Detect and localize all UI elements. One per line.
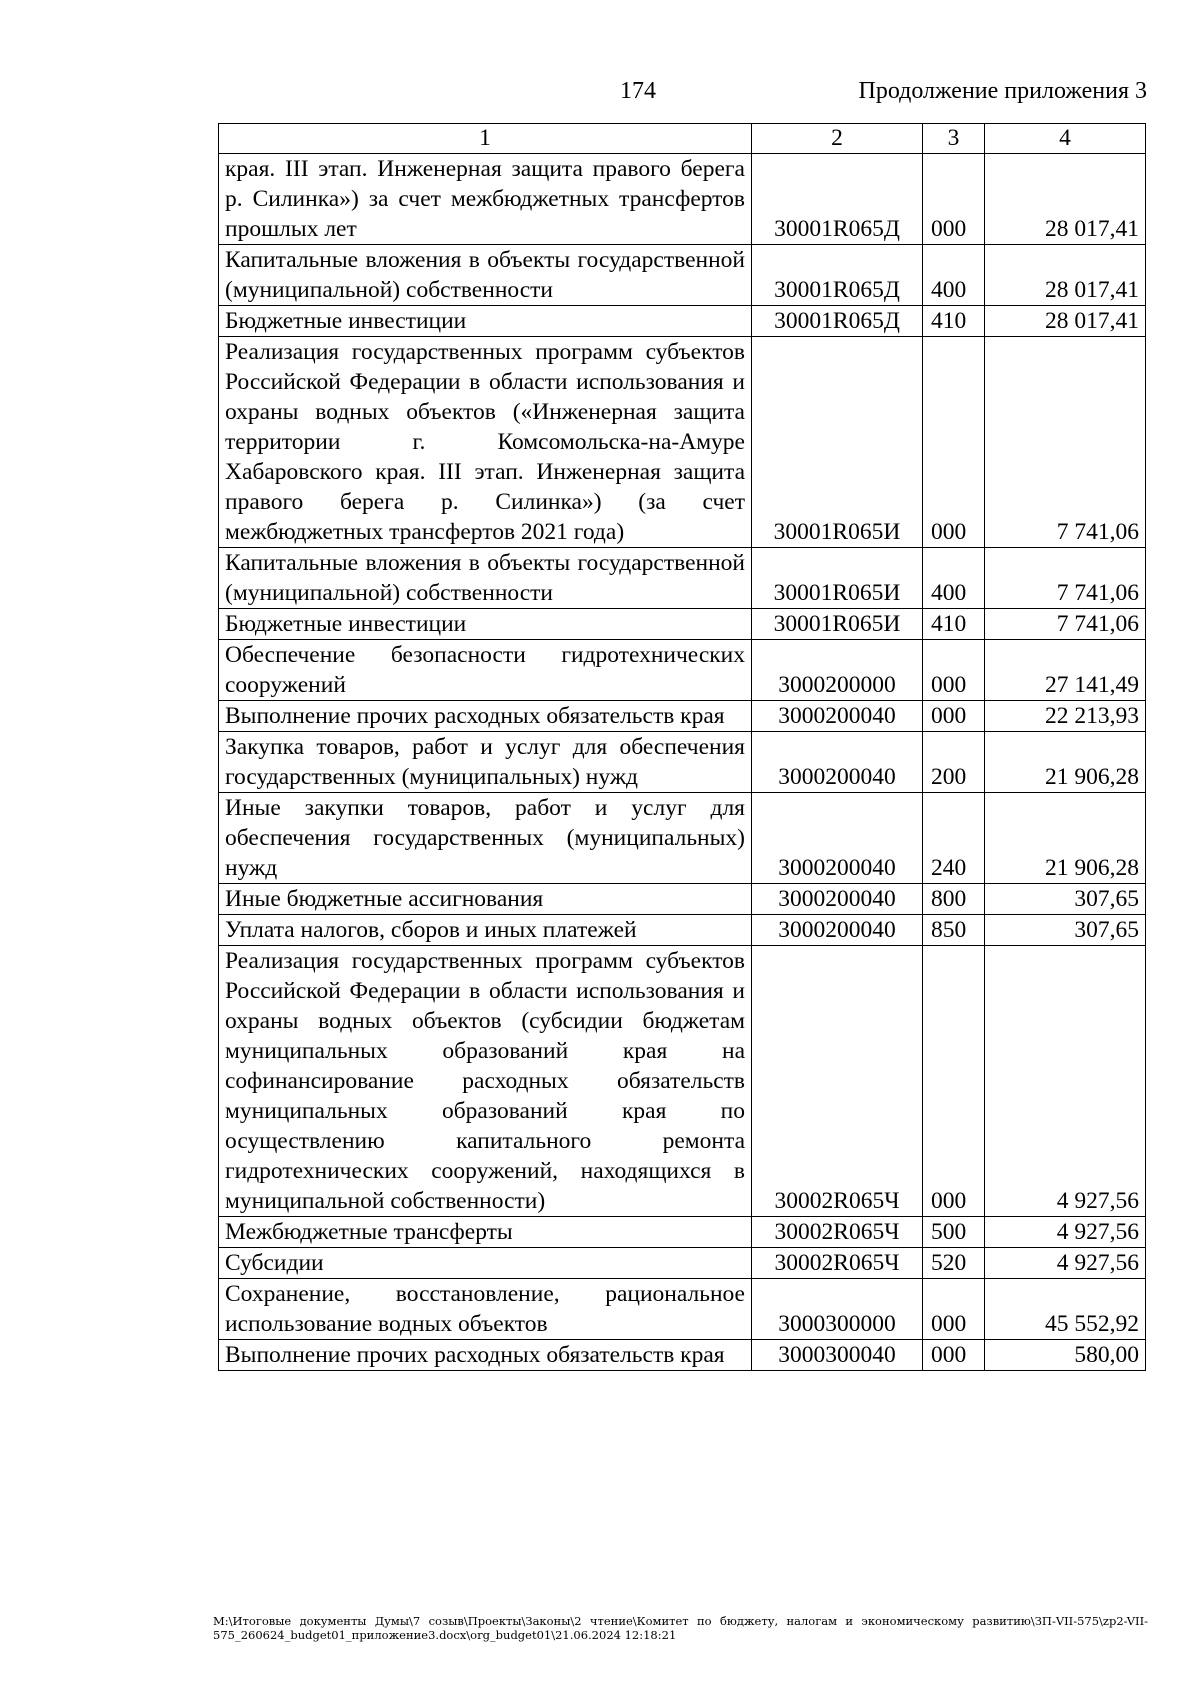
row-expense-type: 400 <box>923 548 985 609</box>
column-header-3: 3 <box>923 124 985 154</box>
row-description: Иные бюджетные ассигнования <box>219 884 752 915</box>
budget-table <box>218 123 1146 1371</box>
row-amount: 28 017,41 <box>985 306 1146 337</box>
row-amount: 27 141,49 <box>985 640 1146 701</box>
appendix-continuation-label: Продолжение приложения 3 <box>858 78 1147 104</box>
table-row <box>219 640 1146 701</box>
row-target-code: 30002R065Ч <box>752 1217 923 1248</box>
page-number: 174 <box>620 78 656 104</box>
table-row <box>219 154 1146 245</box>
row-amount: 21 906,28 <box>985 732 1146 793</box>
row-target-code: 30001R065Д <box>752 154 923 245</box>
row-target-code: 3000300040 <box>752 1340 923 1371</box>
row-amount: 4 927,56 <box>985 1217 1146 1248</box>
row-expense-type: 000 <box>923 1279 985 1340</box>
row-description: Обеспечение безопасности гидротехнических сооружений <box>219 640 752 701</box>
row-description: Реализация государственных программ субъектов Российской Федерации в области использования и охраны водных объектов (субсидии бюджетам муниципальных образований края на софинансирование расходных обязательств муниципальных образований края по осуществлению капитального ремонта гидротехнических сооружений, находящихся в муниципальной собственности) <box>219 946 752 1217</box>
table-body <box>219 154 1146 1371</box>
column-header-2: 2 <box>752 124 923 154</box>
row-expense-type: 520 <box>923 1248 985 1279</box>
row-target-code: 3000200040 <box>752 915 923 946</box>
row-expense-type: 400 <box>923 245 985 306</box>
row-amount: 7 741,06 <box>985 609 1146 640</box>
row-amount: 307,65 <box>985 884 1146 915</box>
row-expense-type: 000 <box>923 701 985 732</box>
row-target-code: 3000200040 <box>752 701 923 732</box>
table-row <box>219 1279 1146 1340</box>
row-description: Бюджетные инвестиции <box>219 609 752 640</box>
row-expense-type: 000 <box>923 640 985 701</box>
table-row <box>219 732 1146 793</box>
row-description: Реализация государственных программ субъектов Российской Федерации в области использования и охраны водных объектов («Инженерная защита территории г. Комсомольска-на-Амуре Хабаровского края. III этап. Инженерная защита правого берега р. Силинка») (за счет межбюджетных трансфертов 2021 года) <box>219 337 752 548</box>
row-target-code: 3000200040 <box>752 793 923 884</box>
table-row <box>219 306 1146 337</box>
table-row <box>219 548 1146 609</box>
row-expense-type: 240 <box>923 793 985 884</box>
row-expense-type: 410 <box>923 306 985 337</box>
row-target-code: 3000200040 <box>752 884 923 915</box>
row-target-code: 3000200040 <box>752 732 923 793</box>
row-target-code: 3000200000 <box>752 640 923 701</box>
row-description: края. III этап. Инженерная защита правого берега р. Силинка») за счет межбюджетных трансфертов прошлых лет <box>219 154 752 245</box>
row-description: Субсидии <box>219 1248 752 1279</box>
row-expense-type: 000 <box>923 337 985 548</box>
row-description: Выполнение прочих расходных обязательств края <box>219 1340 752 1371</box>
row-description: Капитальные вложения в объекты государственной (муниципальной) собственности <box>219 245 752 306</box>
row-description: Иные закупки товаров, работ и услуг для обеспечения государственных (муниципальных) нужд <box>219 793 752 884</box>
row-description: Бюджетные инвестиции <box>219 306 752 337</box>
table-header <box>219 124 1146 154</box>
row-amount: 22 213,93 <box>985 701 1146 732</box>
table-row <box>219 1217 1146 1248</box>
column-header-4: 4 <box>985 124 1146 154</box>
row-expense-type: 850 <box>923 915 985 946</box>
row-amount: 580,00 <box>985 1340 1146 1371</box>
row-expense-type: 000 <box>923 946 985 1217</box>
row-target-code: 30002R065Ч <box>752 946 923 1217</box>
header-row <box>219 124 1146 154</box>
column-header-1: 1 <box>219 124 752 154</box>
row-description: Межбюджетные трансферты <box>219 1217 752 1248</box>
row-expense-type: 000 <box>923 1340 985 1371</box>
row-target-code: 3000300000 <box>752 1279 923 1340</box>
table-row <box>219 337 1146 548</box>
table-row <box>219 1340 1146 1371</box>
row-target-code: 30002R065Ч <box>752 1248 923 1279</box>
table-row <box>219 245 1146 306</box>
row-description: Выполнение прочих расходных обязательств края <box>219 701 752 732</box>
row-target-code: 30001R065И <box>752 337 923 548</box>
row-target-code: 30001R065Д <box>752 306 923 337</box>
row-description: Уплата налогов, сборов и иных платежей <box>219 915 752 946</box>
document-file-path: M:\Итоговые документы Думы\7 созыв\Проекты\Законы\2 чтение\Комитет по бюджету, налогам и экономическому развитию\ЗП-VII-575\zp2-VII-575_260624_budget01_приложение3.docx\org_budget01\21.06.2024 12:18:21 <box>213 1614 1148 1642</box>
row-target-code: 30001R065И <box>752 609 923 640</box>
row-amount: 7 741,06 <box>985 548 1146 609</box>
row-expense-type: 500 <box>923 1217 985 1248</box>
row-target-code: 30001R065И <box>752 548 923 609</box>
table-row <box>219 884 1146 915</box>
row-amount: 28 017,41 <box>985 245 1146 306</box>
row-description: Капитальные вложения в объекты государственной (муниципальной) собственности <box>219 548 752 609</box>
table-row <box>219 1248 1146 1279</box>
row-expense-type: 800 <box>923 884 985 915</box>
row-amount: 45 552,92 <box>985 1279 1146 1340</box>
row-description: Сохранение, восстановление, рациональное использование водных объектов <box>219 1279 752 1340</box>
row-expense-type: 200 <box>923 732 985 793</box>
table-row <box>219 793 1146 884</box>
row-amount: 4 927,56 <box>985 1248 1146 1279</box>
row-target-code: 30001R065Д <box>752 245 923 306</box>
table-row <box>219 915 1146 946</box>
row-amount: 307,65 <box>985 915 1146 946</box>
row-amount: 28 017,41 <box>985 154 1146 245</box>
row-description: Закупка товаров, работ и услуг для обеспечения государственных (муниципальных) нужд <box>219 732 752 793</box>
table-row <box>219 701 1146 732</box>
row-expense-type: 000 <box>923 154 985 245</box>
row-expense-type: 410 <box>923 609 985 640</box>
table-row <box>219 946 1146 1217</box>
row-amount: 7 741,06 <box>985 337 1146 548</box>
row-amount: 4 927,56 <box>985 946 1146 1217</box>
table-row <box>219 609 1146 640</box>
row-amount: 21 906,28 <box>985 793 1146 884</box>
